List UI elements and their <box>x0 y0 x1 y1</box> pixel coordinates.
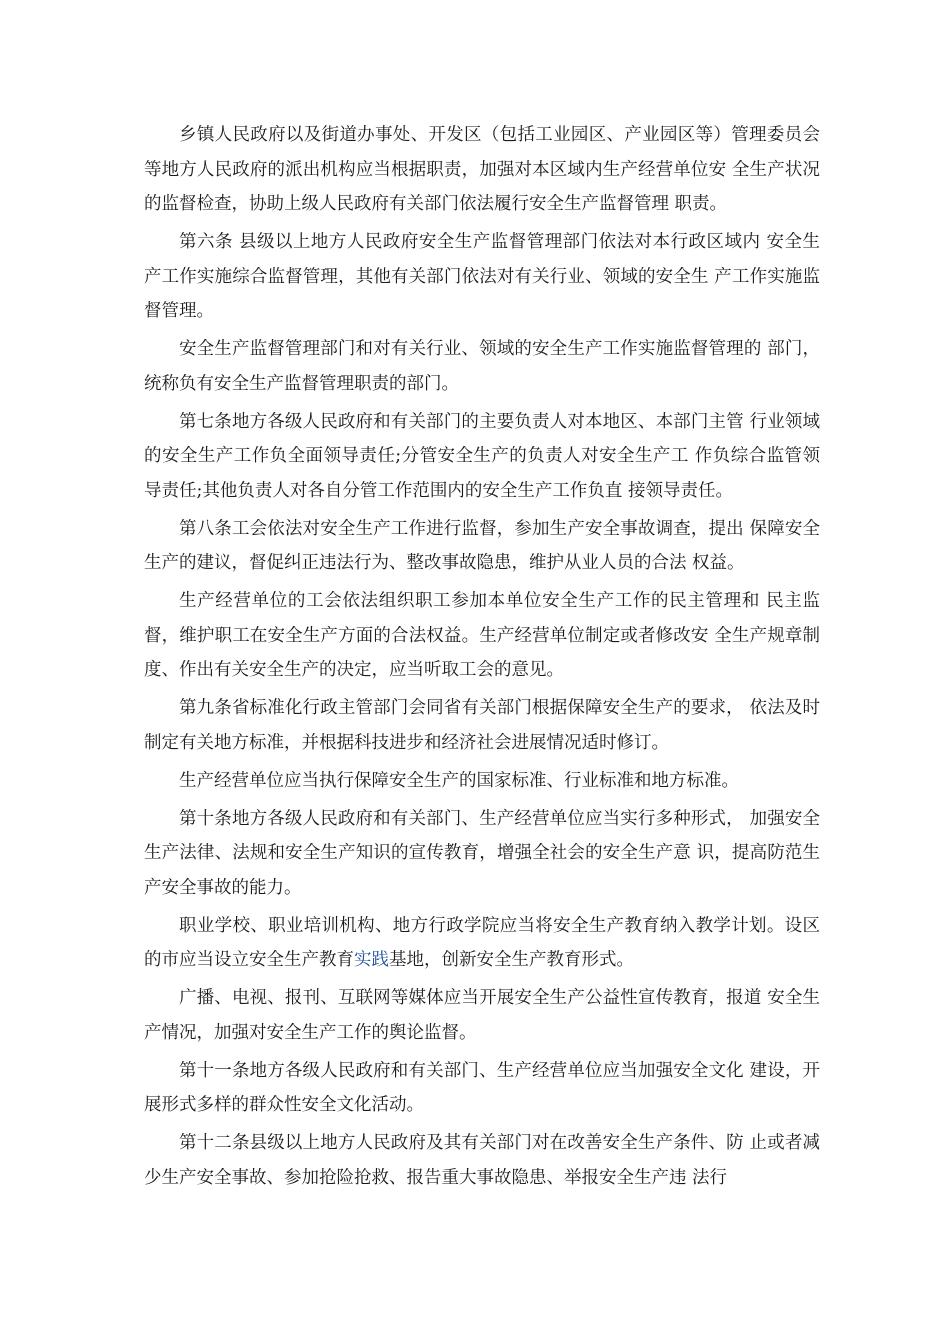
paragraph-article-12: 第十二条县级以上地方人民政府及其有关部门对在改善安全生产条件、防 止或者减少生产安全事故、参加抢险抢救、报告重大事故隐患、举报安全生产违 法行 <box>144 1133 820 1188</box>
paragraph-article-10-media: 广播、电视、报刊、互联网等媒体应当开展安全生产公益性宣传教育，报道 安全生产情况，加强对安全生产工作的舆论监督。 <box>144 988 820 1043</box>
paragraph-article-10: 第十条地方各级人民政府和有关部门、生产经营单位应当实行多种形式， 加强安全生产法律、法规和安全生产知识的宣传教育，增强全社会的安全生产意 识，提高防范生产安全事故的能力。 <box>144 808 820 898</box>
paragraph-township-duties: 乡镇人民政府以及街道办事处、开发区（包括工业园区、产业园区等）管理委员会等地方人民政府的派出机构应当根据职责，加强对本区域内生产经营单位安 全生产状况的监督检查，协助上级人民政府有关部门依法履行安全生产监督管理 职责。 <box>144 125 820 214</box>
paragraph-article-6-definition: 安全生产监督管理部门和对有关行业、领域的安全生产工作实施监督管理的 部门，统称负有安全生产监督管理职责的部门。 <box>144 339 820 394</box>
paragraph-article-11: 第十一条地方各级人民政府和有关部门、生产经营单位应当加强安全文化 建设，开展形式多样的群众性安全文化活动。 <box>144 1060 820 1115</box>
document-body <box>144 118 820 1199</box>
paragraph-article-9-standards: 生产经营单位应当执行保障安全生产的国家标准、行业标准和地方标准。 <box>179 770 739 791</box>
practice-link[interactable]: 实践 <box>354 950 389 970</box>
paragraph-article-10-schools <box>144 909 820 978</box>
paragraph-article-6: 第六条 县级以上地方人民政府安全生产监督管理部门依法对本行政区域内 安全生产工作实施综合监督管理，其他有关部门依法对有关行业、领域的安全生 产工作实施监督管理。 <box>144 232 820 321</box>
paragraph-article-7: 第七条地方各级人民政府和有关部门的主要负责人对本地区、本部门主管 行业领域的安全生产工作负全面领导责任;分管安全生产的负责人对安全生产工 作负综合监管领导责任;其他负责人对各自分管工作范围内的安全生产工作负直 接领导责任。 <box>144 411 820 501</box>
paragraph-article-9: 第九条省标准化行政主管部门会同省有关部门根据保障安全生产的要求， 依法及时制定有关地方标准，并根据科技进步和经济社会进展情况适时修订。 <box>144 698 820 753</box>
paragraph-article-8: 第八条工会依法对安全生产工作进行监督，参加生产安全事故调查，提出 保障安全生产的建议，督促纠正违法行为、整改事故隐患，维护从业人员的合法 权益。 <box>144 518 820 573</box>
paragraph-article-8-union: 生产经营单位的工会依法组织职工参加本单位安全生产工作的民主管理和 民主监督，维护职工在安全生产方面的合法权益。生产经营单位制定或者修改安 全生产规章制度、作出有关安全生产的决定，应当听取工会的意见。 <box>144 591 820 680</box>
paragraph-text-after-link: 基地，创新安全生产教育形式。 <box>389 950 634 970</box>
paragraph-text-before-link: 职业学校、职业培训机构、地方行政学院应当将安全生产教育纳入教学计划。设区的市应当设立安全生产教育 <box>144 915 820 970</box>
